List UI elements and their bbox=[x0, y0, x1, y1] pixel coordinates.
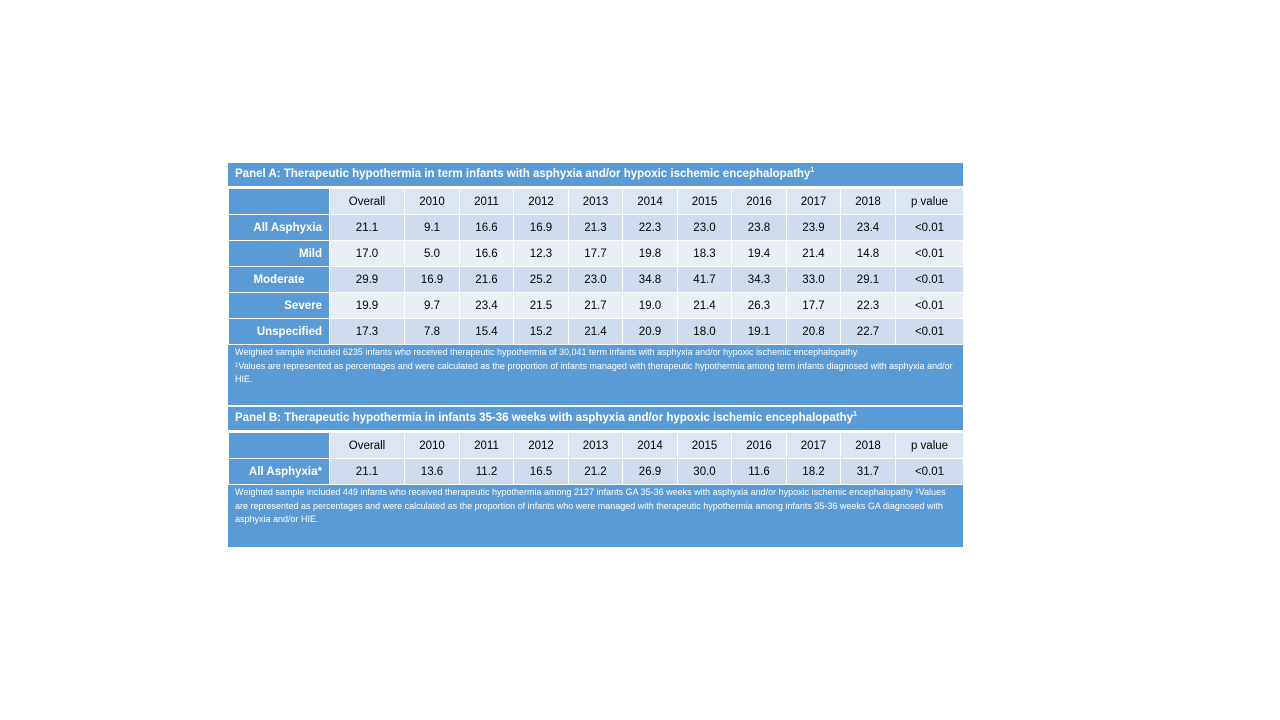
column-header: 2017 bbox=[787, 189, 841, 215]
column-header: Overall bbox=[330, 433, 405, 459]
table-cell: 26.3 bbox=[732, 293, 787, 319]
table-cell: 22.3 bbox=[623, 215, 678, 241]
column-header: 2014 bbox=[623, 189, 678, 215]
table-cell: 15.2 bbox=[514, 319, 569, 345]
table-cell: <0.01 bbox=[896, 459, 964, 485]
table-cell: 9.7 bbox=[405, 293, 460, 319]
column-header: 2011 bbox=[460, 189, 514, 215]
column-header: 2012 bbox=[514, 433, 569, 459]
column-header: 2013 bbox=[569, 189, 623, 215]
table-row bbox=[229, 293, 964, 319]
table-cell: 16.9 bbox=[405, 267, 460, 293]
header-corner bbox=[229, 433, 330, 459]
table-row bbox=[229, 267, 964, 293]
table-cell: 21.3 bbox=[569, 215, 623, 241]
panel-b-header-row bbox=[229, 433, 964, 459]
table-cell: 11.6 bbox=[732, 459, 787, 485]
table-cell: 21.7 bbox=[569, 293, 623, 319]
table-cell: 20.8 bbox=[787, 319, 841, 345]
table-cell: 17.0 bbox=[330, 241, 405, 267]
table-cell: 21.1 bbox=[330, 215, 405, 241]
table-cell: 19.1 bbox=[732, 319, 787, 345]
table-cell: 19.4 bbox=[732, 241, 787, 267]
row-label: Moderate bbox=[229, 267, 330, 293]
table-cell: 23.4 bbox=[841, 215, 896, 241]
table-cell: 21.2 bbox=[569, 459, 623, 485]
table-cell: 16.9 bbox=[514, 215, 569, 241]
row-label: Unspecified bbox=[229, 319, 330, 345]
table-cell: 25.2 bbox=[514, 267, 569, 293]
table-cell: 17.7 bbox=[787, 293, 841, 319]
table-cell: 18.2 bbox=[787, 459, 841, 485]
column-header: p value bbox=[896, 189, 964, 215]
column-header: 2014 bbox=[623, 433, 678, 459]
column-header: 2010 bbox=[405, 189, 460, 215]
table-cell: 14.8 bbox=[841, 241, 896, 267]
table-cell: 34.3 bbox=[732, 267, 787, 293]
panel-a-title: Panel A: Therapeutic hypothermia in term infants with asphyxia and/or hypoxic ischemic encephalopathy$^1$ bbox=[228, 163, 963, 188]
table-cell: 15.4 bbox=[460, 319, 514, 345]
column-header: 2016 bbox=[732, 433, 787, 459]
table-cell: 19.8 bbox=[623, 241, 678, 267]
table-cell: <0.01 bbox=[896, 241, 964, 267]
table-cell: 9.1 bbox=[405, 215, 460, 241]
table-cell: 16.6 bbox=[460, 241, 514, 267]
table-cell: <0.01 bbox=[896, 319, 964, 345]
panel-b-title: Panel B: Therapeutic hypothermia in infants 35-36 weeks with asphyxia and/or hypoxic ischemic encephalopathy$^1$ bbox=[228, 407, 963, 432]
table-cell: 22.3 bbox=[841, 293, 896, 319]
table-cell: 5.0 bbox=[405, 241, 460, 267]
table-cell: 23.0 bbox=[569, 267, 623, 293]
table-cell: <0.01 bbox=[896, 293, 964, 319]
row-label: All Asphyxia* bbox=[229, 459, 330, 485]
table-cell: 19.9 bbox=[330, 293, 405, 319]
header-corner bbox=[229, 189, 330, 215]
column-header: 2012 bbox=[514, 189, 569, 215]
table-cell: 23.4 bbox=[460, 293, 514, 319]
table-cell: 34.8 bbox=[623, 267, 678, 293]
results-table bbox=[228, 163, 963, 547]
column-header: 2018 bbox=[841, 189, 896, 215]
table-cell: <0.01 bbox=[896, 215, 964, 241]
panel-b-footnote: Weighted sample included 449 infants who received therapeutic hypothermia among 2127 infants GA 35-36 weeks with asphyxia and/or hypoxic ischemic encephalopathy $^1$Values are represented as percentages and were calculated as the proportion of infants who were managed with therapeutic hypothermia among infants 35-36 weeks GA diagnosed with asphyxia and/or HIE. bbox=[228, 485, 963, 547]
table-cell: 19.0 bbox=[623, 293, 678, 319]
table-cell: 21.1 bbox=[330, 459, 405, 485]
column-header: 2018 bbox=[841, 433, 896, 459]
column-header: 2016 bbox=[732, 189, 787, 215]
panel-a-table bbox=[228, 188, 964, 345]
column-header: 2011 bbox=[460, 433, 514, 459]
column-header: Overall bbox=[330, 189, 405, 215]
table-cell: 29.9 bbox=[330, 267, 405, 293]
panel-a-header-row bbox=[229, 189, 964, 215]
table-cell: 11.2 bbox=[460, 459, 514, 485]
table-cell: 33.0 bbox=[787, 267, 841, 293]
row-label: Severe bbox=[229, 293, 330, 319]
table-cell: 16.5 bbox=[514, 459, 569, 485]
table-cell: 21.4 bbox=[678, 293, 732, 319]
table-row bbox=[229, 241, 964, 267]
panel-a-footnote: Weighted sample included 6235 infants who received therapeutic hypothermia of 30,041 term infants with asphyxia and/or hypoxic ischemic encephalopathy $^1$Values are represented as percentages and were calculated as the proportion of infants managed with therapeutic hypothermia among term infants diagnosed with asphyxia and/or HIE. bbox=[228, 345, 963, 407]
column-header: 2015 bbox=[678, 189, 732, 215]
table-cell: 23.8 bbox=[732, 215, 787, 241]
table-cell: 26.9 bbox=[623, 459, 678, 485]
table-row bbox=[229, 215, 964, 241]
row-label: Mild bbox=[229, 241, 330, 267]
table-cell: 16.6 bbox=[460, 215, 514, 241]
table-cell: 21.4 bbox=[569, 319, 623, 345]
table-cell: 23.9 bbox=[787, 215, 841, 241]
column-header: p value bbox=[896, 433, 964, 459]
table-cell: 30.0 bbox=[678, 459, 732, 485]
table-cell: <0.01 bbox=[896, 267, 964, 293]
table-row bbox=[229, 459, 964, 485]
panel-b-table bbox=[228, 432, 964, 485]
table-cell: 12.3 bbox=[514, 241, 569, 267]
table-cell: 17.7 bbox=[569, 241, 623, 267]
table-cell: 20.9 bbox=[623, 319, 678, 345]
row-label: All Asphyxia bbox=[229, 215, 330, 241]
table-cell: 18.3 bbox=[678, 241, 732, 267]
table-cell: 7.8 bbox=[405, 319, 460, 345]
table-cell: 41.7 bbox=[678, 267, 732, 293]
column-header: 2010 bbox=[405, 433, 460, 459]
table-cell: 13.6 bbox=[405, 459, 460, 485]
table-cell: 31.7 bbox=[841, 459, 896, 485]
table-cell: 23.0 bbox=[678, 215, 732, 241]
table-cell: 18.0 bbox=[678, 319, 732, 345]
column-header: 2015 bbox=[678, 433, 732, 459]
table-row bbox=[229, 319, 964, 345]
table-cell: 22.7 bbox=[841, 319, 896, 345]
table-cell: 17.3 bbox=[330, 319, 405, 345]
table-cell: 21.4 bbox=[787, 241, 841, 267]
table-cell: 21.6 bbox=[460, 267, 514, 293]
column-header: 2013 bbox=[569, 433, 623, 459]
table-cell: 21.5 bbox=[514, 293, 569, 319]
table-cell: 29.1 bbox=[841, 267, 896, 293]
column-header: 2017 bbox=[787, 433, 841, 459]
